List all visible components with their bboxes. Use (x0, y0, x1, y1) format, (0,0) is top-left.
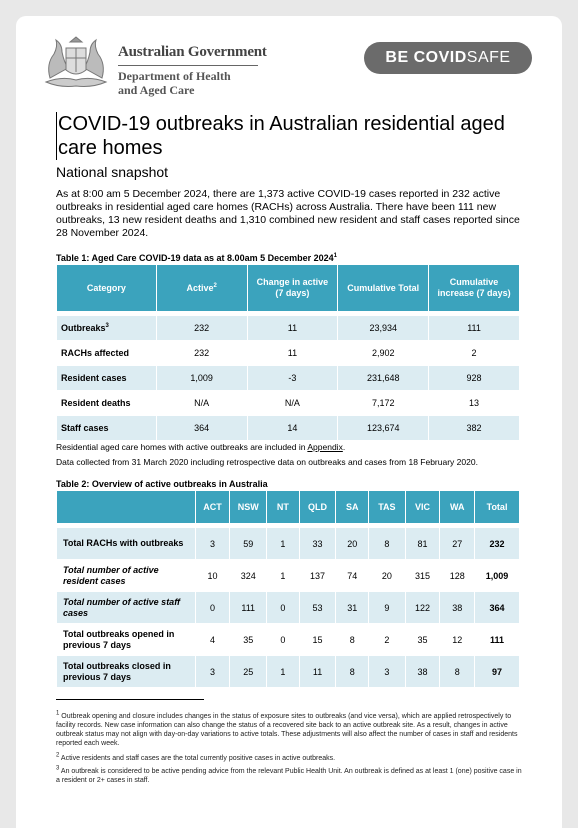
table2-header: SA (336, 491, 369, 524)
table2-cell: 10 (195, 560, 230, 592)
table2-cell: 59 (230, 528, 267, 560)
table1-cell: 111 (429, 316, 520, 341)
table1-cell: N/A (247, 391, 338, 416)
row-label-text: RACHs affected (61, 348, 130, 358)
table2-cell: 315 (405, 560, 440, 592)
table1-row-label (57, 391, 157, 416)
table1-cell: 13 (429, 391, 520, 416)
table1-header (156, 265, 247, 312)
table1-header: Cumulative Total (338, 265, 429, 312)
table2-total-cell: 232 (475, 528, 520, 560)
table1-caption (56, 253, 337, 263)
table2-cell: 11 (299, 656, 336, 688)
table1-cell: 11 (247, 316, 338, 341)
table1-cell: 232 (156, 341, 247, 366)
table1-cell: 11 (247, 341, 338, 366)
government-logo-text (118, 44, 267, 97)
table2-header: TAS (369, 491, 406, 524)
page-title: COVID-19 outbreaks in Australian residential aged care homes (56, 112, 538, 160)
table2-cell: 0 (267, 624, 300, 656)
table2-header (57, 491, 196, 524)
table1-cell: 123,674 (338, 416, 429, 441)
table1-cell: 382 (429, 416, 520, 441)
table2-cell: 111 (230, 592, 267, 624)
table2-cell: 20 (336, 528, 369, 560)
table1-caption-text: Table 1: Aged Care COVID-19 data as at 8.00am 5 December 2024 (56, 253, 334, 263)
department-line-1: Department of Health (118, 69, 231, 83)
table2-cell: 1 (267, 656, 300, 688)
table1-cell: 364 (156, 416, 247, 441)
row-label-text: Resident cases (61, 373, 127, 383)
table2-total-cell: 1,009 (475, 560, 520, 592)
appendix-note (56, 442, 345, 452)
table1-cell: 2 (429, 341, 520, 366)
footnote-3-sup: 3 (56, 765, 60, 772)
table2-cell: 1 (267, 560, 300, 592)
table1-cell: 14 (247, 416, 338, 441)
active-outbreaks-table (56, 490, 520, 688)
table2-cell: 0 (267, 592, 300, 624)
table1-row (57, 316, 520, 341)
table2-cell: 31 (336, 592, 369, 624)
page-subtitle: National snapshot (56, 164, 169, 180)
table2-row (57, 624, 520, 656)
table2-cell: 20 (369, 560, 406, 592)
table2-row-label: Total number of active staff cases (57, 592, 196, 624)
table1-header: Change in active (7 days) (247, 265, 338, 312)
table2-cell: 9 (369, 592, 406, 624)
table1-cell: 23,934 (338, 316, 429, 341)
table2-cell: 81 (405, 528, 440, 560)
table2-cell: 74 (336, 560, 369, 592)
data-collection-note: Data collected from 31 March 2020 including retrospective data on outbreaks and cases from 18 February 2020. (56, 457, 478, 467)
department-line-2: and Aged Care (118, 83, 195, 97)
table2-cell: 35 (405, 624, 440, 656)
footnote-1-sup: 1 (56, 710, 60, 717)
table1-cell: 232 (156, 316, 247, 341)
table2-header: ACT (195, 491, 230, 524)
table2-cell: 3 (369, 656, 406, 688)
footnote-2-sup: 2 (56, 752, 60, 759)
footnote-2 (56, 754, 522, 763)
table1-row (57, 416, 520, 441)
footnote-2-text: Active residents and staff cases are the total currently positive cases in active outbreaks. (59, 755, 336, 762)
table2-total-cell: 364 (475, 592, 520, 624)
table2-header: Total (475, 491, 520, 524)
table2-row (57, 592, 520, 624)
footnote-3-text: An outbreak is considered to be active pending advice from the relevant Public Health Unit. An outbreak is defined as at least 1 (one) positive case in a resident or 2+ cases in staff. (56, 768, 522, 784)
table1-cell: 1,009 (156, 366, 247, 391)
table2-cell: 12 (440, 624, 475, 656)
coat-of-arms-icon (42, 34, 110, 92)
table1-row (57, 391, 520, 416)
table2-cell: 38 (440, 592, 475, 624)
table2-cell: 137 (299, 560, 336, 592)
table2-cell: 38 (405, 656, 440, 688)
table1-row-label (57, 341, 157, 366)
table2-cell: 324 (230, 560, 267, 592)
table1-cell: 7,172 (338, 391, 429, 416)
table2-header: WA (440, 491, 475, 524)
intro-paragraph: As at 8:00 am 5 December 2024, there are 1,373 active COVID-19 cases reported in 232 active outbreaks in residential aged care homes (RACHs) across Australia. There have been 111 new outbreaks, 13 new resident deaths and 1,310 combined new resident and staff cases reported since 28 November 2024. (56, 188, 520, 239)
table2-cell: 33 (299, 528, 336, 560)
footnote-1 (56, 712, 522, 748)
logo-divider (118, 65, 258, 66)
table2-header: VIC (405, 491, 440, 524)
appendix-link[interactable]: Appendix (307, 442, 343, 452)
table1-cell: 928 (429, 366, 520, 391)
table2-cell: 122 (405, 592, 440, 624)
table2-row-label: Total outbreaks closed in previous 7 days (57, 656, 196, 688)
footnote-3 (56, 767, 522, 785)
table2-caption: Table 2: Overview of active outbreaks in Australia (56, 479, 268, 489)
table2-cell: 53 (299, 592, 336, 624)
appendix-note-end: . (342, 442, 346, 452)
table2-cell: 1 (267, 528, 300, 560)
table2-cell: 3 (195, 656, 230, 688)
table2-cell: 27 (440, 528, 475, 560)
table2-cell: 8 (336, 624, 369, 656)
table2-row (57, 560, 520, 592)
row-label-text: Staff cases (61, 423, 109, 433)
table1-row-label (57, 316, 157, 341)
table2-row-label: Total RACHs with outbreaks (57, 528, 196, 560)
table1-header-sup: 2 (213, 282, 217, 289)
table2-header: NSW (230, 491, 267, 524)
table2-header: QLD (299, 491, 336, 524)
government-name: Australian Government (118, 44, 267, 60)
badge-bold-text: BE COVID (385, 49, 467, 66)
table1-header-row (57, 265, 520, 312)
appendix-note-text: Residential aged care homes with active outbreaks are included in (56, 442, 308, 452)
table2-total-cell: 111 (475, 624, 520, 656)
footnote-divider (56, 699, 204, 700)
table2-cell: 2 (369, 624, 406, 656)
table2-row (57, 528, 520, 560)
aged-care-data-table (56, 264, 520, 441)
table1-row-label (57, 366, 157, 391)
table1-cell: 2,902 (338, 341, 429, 366)
table2-header-row (57, 491, 520, 524)
table1-header: Cumulative increase (7 days) (429, 265, 520, 312)
table2-cell: 8 (440, 656, 475, 688)
document-page (16, 16, 562, 828)
table1-cell: N/A (156, 391, 247, 416)
table1-row (57, 366, 520, 391)
table1-cell: -3 (247, 366, 338, 391)
footnote-1-text: Outbreak opening and closure includes changes in the status of exposure sites to outbreaks (and vice versa), which are applied retrospectively to facility records. New case information can also change the status of a recovered site back to an active outbreak site. As a result, changes in active outbreak status may not align with day-on-day variations to active totals. These adjustments will also affect the number of cases in staff and residents reported each week. (56, 713, 518, 747)
table2-cell: 15 (299, 624, 336, 656)
row-label-text: Outbreaks (61, 323, 106, 333)
table2-header: NT (267, 491, 300, 524)
row-label-text: Resident deaths (61, 398, 131, 408)
row-label-sup: 3 (105, 323, 109, 329)
be-covidsafe-badge (364, 42, 532, 74)
table2-cell: 8 (369, 528, 406, 560)
table2-cell: 4 (195, 624, 230, 656)
table1-row-label (57, 416, 157, 441)
table2-cell: 35 (230, 624, 267, 656)
table2-cell: 8 (336, 656, 369, 688)
table2-row-label: Total number of active resident cases (57, 560, 196, 592)
badge-light-text: SAFE (466, 49, 511, 66)
table1-header-active: Active (186, 282, 214, 293)
table2-row-label: Total outbreaks opened in previous 7 days (57, 624, 196, 656)
table2-cell: 25 (230, 656, 267, 688)
table2-row (57, 656, 520, 688)
table2-cell: 128 (440, 560, 475, 592)
table1-header: Category (57, 265, 157, 312)
table1-caption-sup: 1 (333, 253, 337, 259)
table2-cell: 0 (195, 592, 230, 624)
table2-total-cell: 97 (475, 656, 520, 688)
table2-cell: 3 (195, 528, 230, 560)
page-header (16, 16, 562, 116)
table1-row (57, 341, 520, 366)
table1-cell: 231,648 (338, 366, 429, 391)
